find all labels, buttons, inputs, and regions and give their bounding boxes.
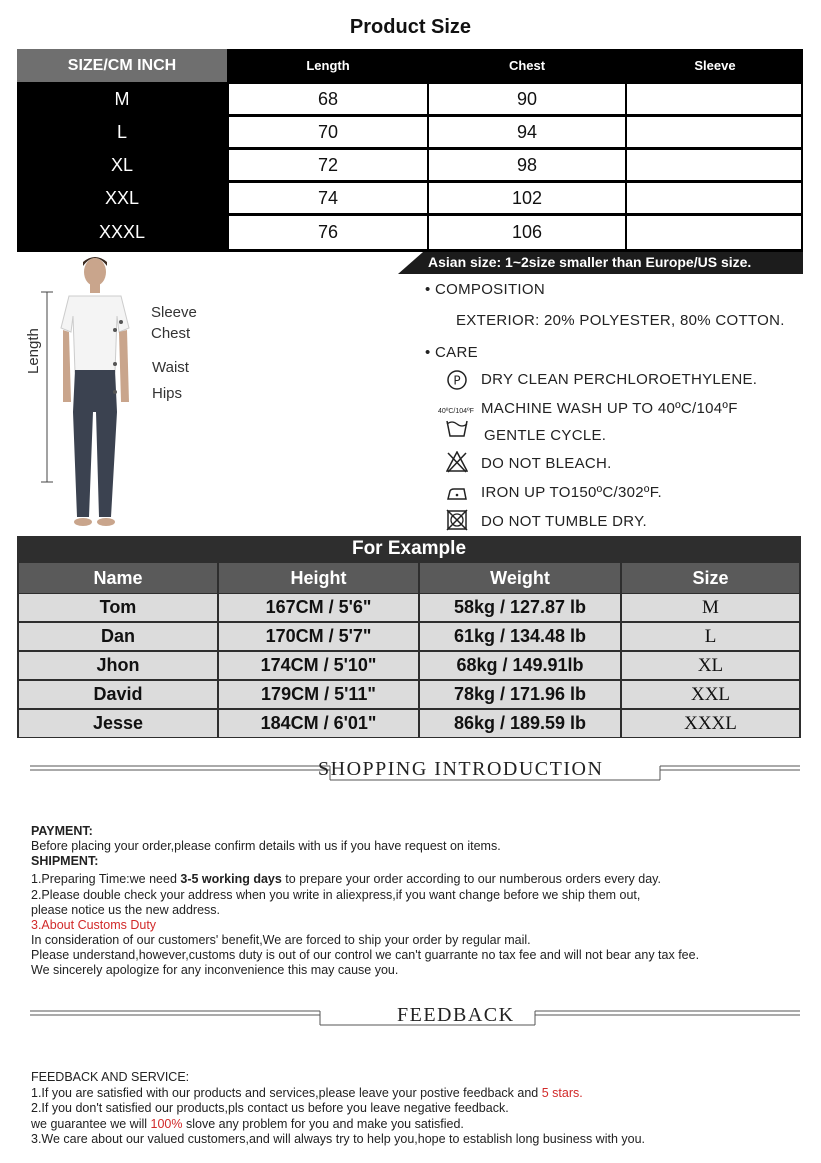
size-label: XXXL — [98, 222, 146, 242]
size-chest-cell: 106 — [429, 216, 625, 249]
example-name-cell: Jhon — [19, 652, 217, 679]
shipment-line-2: 2.Please double check your address when you write in aliexpress,if you want change before we ship them out, — [31, 888, 641, 902]
wash-icon-temperature: 40ºC/104ºF — [438, 408, 474, 415]
size-sleeve-cell — [627, 183, 801, 213]
chest-label: Chest — [151, 325, 191, 342]
example-size-cell: L — [622, 623, 799, 650]
size-length-cell: 72 — [229, 150, 427, 180]
model-figure — [17, 252, 407, 534]
dry-clean-icon — [446, 369, 468, 391]
size-header-chest: Chest — [508, 58, 546, 73]
example-height-cell: 184CM / 6'01" — [219, 710, 418, 737]
iron-icon — [446, 482, 468, 504]
no-bleach-icon — [446, 451, 468, 473]
size-label: XXL — [104, 187, 140, 208]
size-length-cell: 70 — [229, 117, 427, 147]
customs-line-1: In consideration of our customers' benefit,We are forced to ship your order by regular mail. — [31, 933, 531, 947]
size-header-length: Length — [306, 58, 350, 73]
example-size-cell: XXXL — [622, 710, 799, 737]
svg-text:P: P — [453, 373, 461, 388]
size-chart-table — [17, 49, 803, 252]
example-title: For Example — [351, 538, 467, 559]
feedback-line-3: we guarantee we will 100% slove any problem for you and make you satisfied. — [31, 1117, 464, 1131]
size-length-cell: 68 — [229, 84, 427, 114]
example-table — [17, 536, 801, 738]
example-height-cell: 179CM / 5'11" — [219, 681, 418, 708]
machine-wash-icon — [446, 417, 468, 439]
care-dry-clean: DRY CLEAN PERCHLOROETHYLENE. — [481, 371, 758, 388]
size-chart-title: Product Size — [349, 16, 472, 38]
example-height-cell: 170CM / 5'7" — [219, 623, 418, 650]
example-size-cell: M — [622, 594, 799, 621]
size-sleeve-cell — [627, 216, 801, 249]
example-name-cell: Dan — [19, 623, 217, 650]
care-no-bleach: DO NOT BLEACH. — [481, 455, 612, 472]
waist-label: Waist — [152, 359, 189, 376]
example-header-size: Size — [622, 563, 799, 593]
example-header-weight: Weight — [420, 563, 620, 593]
no-tumble-dry-icon — [446, 509, 468, 531]
hundred-percent-highlight: 100% — [150, 1117, 183, 1131]
sleeve-label: Sleeve — [151, 304, 197, 321]
example-header-name: Name — [19, 563, 217, 593]
asian-size-note: Asian size: 1~2size smaller than Europe/US size. — [428, 254, 752, 270]
size-header-sleeve: Sleeve — [694, 58, 736, 73]
size-label: XL — [110, 154, 134, 175]
example-size-cell: XXL — [622, 681, 799, 708]
composition-title: • COMPOSITION — [425, 281, 545, 298]
example-size-cell: XL — [622, 652, 799, 679]
shopping-intro-title: SHOPPING INTRODUCTION — [318, 758, 604, 780]
size-length-cell: 74 — [229, 183, 427, 213]
length-label: Length — [25, 328, 42, 374]
size-length-cell: 76 — [229, 216, 427, 249]
example-weight-cell: 58kg / 127.87 lb — [420, 594, 620, 621]
shipment-label: SHIPMENT: — [31, 854, 99, 868]
size-sleeve-cell — [627, 84, 801, 114]
care-title: • CARE — [425, 344, 478, 361]
care-no-tumble-dry: DO NOT TUMBLE DRY. — [481, 513, 647, 530]
feedback-line-2: 2.If you don't satisfied our products,pls contact us before you leave negative feedback. — [31, 1101, 509, 1115]
care-gentle-cycle: GENTLE CYCLE. — [484, 427, 607, 444]
example-name-cell: David — [19, 681, 217, 708]
size-sleeve-cell — [627, 117, 801, 147]
care-machine-wash: MACHINE WASH UP TO 40ºC/104ºF — [481, 400, 738, 417]
example-weight-cell: 68kg / 149.91lb — [420, 652, 620, 679]
example-weight-cell: 78kg / 171.96 lb — [420, 681, 620, 708]
example-height-cell: 174CM / 5'10" — [219, 652, 418, 679]
care-iron: IRON UP TO150ºC/302ºF. — [481, 484, 662, 501]
model-illustration — [17, 252, 407, 534]
size-label: M — [114, 88, 130, 109]
size-sleeve-cell — [627, 150, 801, 180]
feedback-line-4: 3.We care about our valued customers,and will always try to help you,hope to establish long business with you. — [31, 1132, 645, 1146]
composition-text: EXTERIOR: 20% POLYESTER, 80% COTTON. — [456, 312, 785, 329]
shipment-line-3: please notice us the new address. — [31, 903, 221, 917]
size-chest-cell: 94 — [429, 117, 625, 147]
feedback-label: FEEDBACK AND SERVICE: — [31, 1070, 190, 1084]
payment-text: Before placing your order,please confirm details with us if you have request on items. — [31, 839, 501, 853]
customs-line-2: Please understand,however,customs duty is out of our control we can't guarrante no tax fee and will not bear any tax fee. — [31, 948, 700, 962]
working-days-highlight: 3-5 working days — [180, 872, 282, 886]
five-stars-highlight: 5 stars. — [541, 1086, 583, 1100]
shipment-line-1: 1.Preparing Time:we need 3-5 working days to prepare your order according to our numberous orders every day. — [31, 872, 661, 886]
size-label: L — [116, 121, 127, 142]
payment-label: PAYMENT: — [31, 824, 93, 838]
size-chest-cell: 102 — [429, 183, 625, 213]
size-header-unit: SIZE/CM INCH — [17, 49, 227, 82]
example-weight-cell: 86kg / 189.59 lb — [420, 710, 620, 737]
customs-line-3: We sincerely apologize for any inconvenience this may cause you. — [31, 963, 399, 977]
feedback-line-1: 1.If you are satisfied with our products and services,please leave your postive feedback and 5 stars. — [31, 1086, 583, 1100]
example-header-height: Height — [219, 563, 418, 593]
size-chest-cell: 98 — [429, 150, 625, 180]
feedback-title: FEEDBACK — [397, 1004, 515, 1026]
example-weight-cell: 61kg / 134.48 lb — [420, 623, 620, 650]
hips-label: Hips — [152, 385, 183, 402]
example-height-cell: 167CM / 5'6" — [219, 594, 418, 621]
example-name-cell: Jesse — [19, 710, 217, 737]
example-name-cell: Tom — [19, 594, 217, 621]
size-chest-cell: 90 — [429, 84, 625, 114]
customs-duty-label: 3.About Customs Duty — [31, 918, 157, 932]
